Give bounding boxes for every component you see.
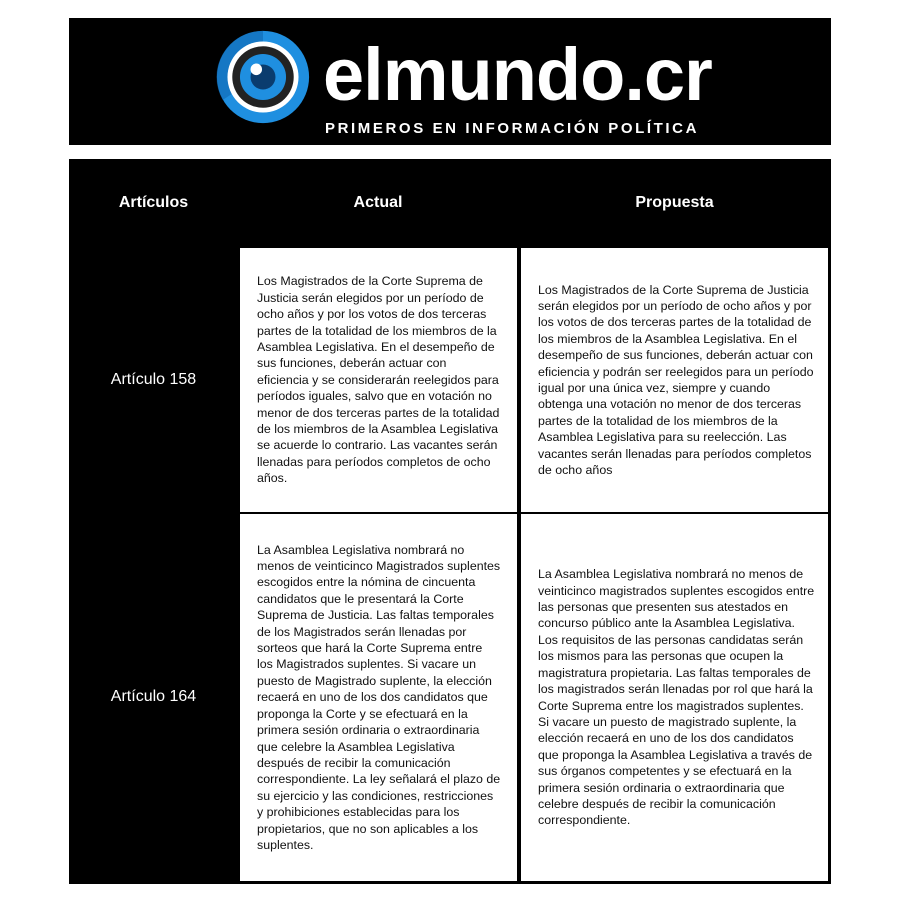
cell-actual-164: [240, 514, 517, 881]
cell-propuesta-164: [521, 514, 828, 881]
header-articulos: Artículos: [118, 194, 189, 211]
cell-actual-158: [240, 248, 517, 512]
text-actual-164: La Asamblea Legislativa nombrará no menos de veinticinco Magistrados suplentes escogidos entre la nómina de cincuenta candidatos que le presentará la Corte Suprema de Justicia. Las faltas temporales de los Magistrados serán llenadas por sorteos que hará la Corte Suprema entre los Magistrados suplentes. Si vacare un puesto de Magistrado suplente, la elección recaerá en uno de los dos candidatos que proponga la Corte y se efectuará en la primera sesión ordinaria o extraordinaria que celebre la Asamblea Legislativa después de recibir la comunicación correspondiente. La ley señalará el plazo de su ejercicio y las condiciones, restricciones y prohibiciones establecidas para los propietarios, que no son aplicables a los suplentes.: [257, 542, 501, 852]
text-propuesta-164: La Asamblea Legislativa nombrará no menos de veinticinco magistrados suplentes escogidos entre las personas que presenten sus atestados en concurso público ante la Asamblea Legislativa. Los requisitos de las personas candidatas serán los mismos para las personas que ocupen la magistratura propietaria. Las faltas temporales de los magistrados serán llenadas por rol que hará la Corte Suprema entre los magistrados suplentes. Si vacare un puesto de magistrado suplente, la elección recaerá en uno de los dos candidatos que proponga la Asamblea Legislativa a través de sus órganos competentes y se efectuará en la primera sesión ordinaria o extraordinaria que celebre después de recibir la comunicación correspondiente.: [538, 567, 815, 828]
text-actual-158: Los Magistrados de la Corte Suprema de Justicia serán elegidos por un período de ocho años y por los votos de dos terceras partes de la totalidad de los miembros de la Asamblea Legislativa. En el desempeño de sus funciones, deberán actuar con eficiencia y se considerarán reelegidos para períodos iguales, salvo que en votación no menor de dos terceras partes de la totalidad de los miembros de la Asamblea Legislativa se acuerde lo contrario. Las vacantes serán llenadas para períodos completos de ocho años.: [257, 274, 500, 486]
cell-propuesta-158: [521, 248, 828, 512]
comparison-table: [69, 159, 831, 884]
header-propuesta: Propuesta: [635, 194, 714, 211]
camera-lens-icon: [215, 29, 311, 125]
site-tagline: PRIMEROS EN INFORMACIÓN POLÍTICA: [325, 120, 700, 137]
site-logo-text: elmundo.cr: [323, 33, 712, 116]
row-label-articulo-158: Artículo 158: [110, 371, 197, 388]
header-actual: Actual: [353, 194, 403, 211]
site-banner: [69, 18, 831, 145]
text-propuesta-158: Los Magistrados de la Corte Suprema de Justicia serán elegidos por un período de ocho años y por los votos de dos terceras partes de la totalidad de los miembros de la Asamblea Legislativa. En el desempeño de sus funciones, deberán actuar con eficiencia y podrán ser reelegidos para un período igual por una única vez, siempre y cuando obtenga una votación no menor de dos terceras partes de la totalidad de los miembros de la Asamblea Legislativa para su reelección. Las vacantes serán llenadas para períodos completos de ocho años: [538, 282, 814, 478]
row-label-articulo-164: Artículo 164: [110, 688, 197, 705]
